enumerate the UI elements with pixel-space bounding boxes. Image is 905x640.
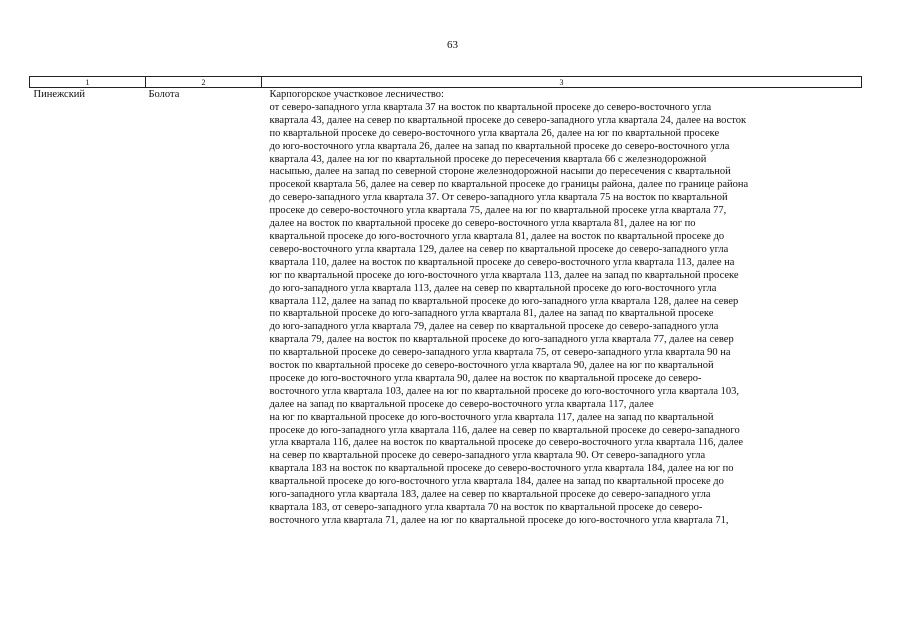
text-line: квартала 79, далее на восток по квартальной просеке до юго-западного угла квартала 77, далее на север bbox=[269, 334, 734, 346]
text-line: угла квартала 116, далее на восток по квартальной просеке до северо-восточного угла квартала 116, далее bbox=[269, 437, 744, 449]
text-line: до юго-западного угла квартала 113, далее на север по квартальной просеке до юго-восточного угла bbox=[269, 282, 717, 294]
text-line: по квартальной просеке до юго-западного угла квартала 81, далее на запад по квартальной просеке bbox=[269, 308, 714, 320]
text-line: квартала 112, далее на запад по квартальной просеке до юго-западного угла квартала 128, далее на север bbox=[269, 295, 739, 307]
category-cell: Болота bbox=[148, 89, 180, 100]
header-cell-3: 3 bbox=[262, 77, 862, 88]
text-line: квартала 183, от северо-западного угла квартала 70 на восток по квартальной просеке до северо- bbox=[269, 502, 703, 513]
text-line: северо-восточного угла квартала 129, далее на север по квартальной просеке до северо-западного угла bbox=[269, 243, 729, 255]
text-line: квартала 110, далее на восток по квартальной просеке до северо-восточного угла квартала 113, далее на bbox=[269, 256, 735, 268]
text-line: далее на запад по квартальной просеке до северо-восточного угла квартала 117, далее bbox=[269, 398, 654, 410]
boundary-table bbox=[29, 76, 862, 528]
text-line: до северо-западного угла квартала 37. От северо-западного угла квартала 75 на восток по квартальной bbox=[269, 192, 728, 204]
page-number: 63 bbox=[447, 39, 458, 51]
text-line: восточного угла квартала 71, далее на юг по квартальной просеке до юго-восточного угла квартала 71, bbox=[269, 514, 729, 526]
text-line: квартальной просеке до юго-восточного угла квартала 184, далее на запад по квартальной просеке до bbox=[269, 476, 724, 488]
text-line: юго-западного угла квартала 183, далее на север по квартальной просеке до северо-западного угла bbox=[269, 489, 711, 501]
text-line: юг по квартальной просеке до юго-восточного угла квартала 113, далее на запад по квартальной просеке bbox=[269, 269, 739, 281]
text-line: просеке до юго-восточного угла квартала 90, далее на восток по квартальной просеке до северо- bbox=[269, 372, 702, 384]
text-line: от северо-западного угла квартала 37 на восток по квартальной просеке до северо-восточного угла bbox=[269, 101, 712, 113]
description-cell bbox=[262, 88, 862, 528]
text-line: квартальной просеке до юго-восточного угла квартала 81, далее на восток по квартальной просеке до bbox=[269, 230, 725, 242]
text-line: до юго-западного угла квартала 79, далее на север по квартальной просеке до северо-западного угла bbox=[269, 321, 719, 333]
text-line: восточного угла квартала 103, далее на юг по квартальной просеке до юго-восточного угла квартала 103, bbox=[269, 385, 740, 397]
text-line: просеке до юго-западного угла квартала 116, далее на север по квартальной просеке до северо-западного bbox=[269, 424, 740, 436]
text-line: на юг по квартальной просеке до юго-восточного угла квартала 117, далее на запад по квартальной bbox=[269, 411, 714, 423]
header-cell-1: 1 bbox=[30, 77, 146, 88]
text-line: до юго-восточного угла квартала 26, далее на запад по квартальной просеке до северо-восточного угла bbox=[269, 140, 730, 152]
text-line: квартала 43, далее на север по квартальной просеке до северо-западного угла квартала 24, далее на восток bbox=[269, 114, 747, 126]
text-line: насыпью, далее на запад по северной стороне железнодорожной насыпи до пересечения с квартальной bbox=[269, 166, 731, 178]
text-line: просеке до северо-восточного угла квартала 75, далее на юг по квартальной просеке угла квартала 77, bbox=[269, 205, 727, 217]
text-line: на север по квартальной просеке до северо-западного угла квартала 90. От северо-западного угла bbox=[269, 450, 706, 462]
table-row bbox=[30, 88, 862, 528]
text-line: квартала 183 на восток по квартальной просеке до северо-восточного угла квартала 184, далее на юг по bbox=[269, 463, 734, 475]
header-row bbox=[30, 77, 862, 88]
text-line: по квартальной просеке до северо-восточного угла квартала 26, далее на юг по квартальной просеке bbox=[269, 127, 720, 139]
text-line: восток по квартальной просеке до северо-восточного угла квартала 90, далее на юг по квартальной bbox=[269, 360, 714, 372]
header-cell-2: 2 bbox=[146, 77, 262, 88]
text-line: далее на восток по квартальной просеке до северо-восточного угла квартала 81, далее на юг по bbox=[269, 218, 696, 230]
text-line: квартала 43, далее на юг по квартальной просеке до пересечения квартала 66 с железнодорожной bbox=[269, 153, 707, 165]
district-cell: Пинежский bbox=[33, 89, 86, 100]
text-line: Карпогорское участковое лесничество: bbox=[269, 89, 444, 100]
text-line: по квартальной просеке до северо-западного угла квартала 75, от северо-западного угла квартала 90 на bbox=[269, 347, 731, 359]
text-line: просекой квартала 56, далее на север по квартальной просеке до границы района, далее по границе района bbox=[269, 179, 749, 191]
